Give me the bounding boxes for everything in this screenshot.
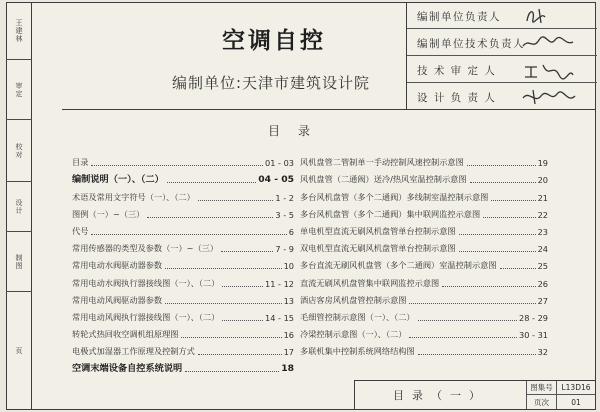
toc-entry-title: 空调末端设备自控系统说明 (72, 363, 183, 375)
toc-leader-dots (185, 371, 279, 372)
toc-entry-title: 单电机型直流无刷风机盘管单台控制示意图 (300, 225, 456, 236)
strip-cell-3 (6, 120, 32, 182)
toc-entry[interactable] (72, 271, 294, 288)
strip-cell-1 (6, 2, 32, 60)
resp-row-1 (407, 2, 597, 29)
toc-leader-dots (91, 165, 263, 166)
toc-entry[interactable] (72, 357, 294, 374)
toc-entry[interactable] (72, 185, 294, 202)
toc-entry-page: 32 (537, 347, 548, 358)
toc-entry-title: 毛细管控制示意图（一）、（二） (300, 311, 415, 322)
toc-entry[interactable] (300, 306, 548, 323)
toc-leader-dots (470, 182, 536, 183)
toc-entry-page: 14 - 15 (265, 312, 294, 323)
toc-entry-title: 电极式加湿器工作原理及控制方式 (72, 346, 195, 357)
toc-leader-dots (418, 354, 536, 355)
document-title: 空调自控 (222, 28, 326, 54)
toc-entry-title: 常用电动水阀驱动器参数 (72, 260, 163, 271)
toc-leader-dots (147, 217, 273, 218)
toc-entry-page: 30 - 31 (519, 330, 548, 341)
toc-entry-title: 冷梁控制示意图（一）、（二） (300, 329, 407, 340)
toc-entry-title: 多台风机盘管（多个二通阀）集中联网监控示意图 (300, 208, 481, 219)
toc-leader-dots (483, 217, 535, 218)
toc-entry-page: 11 - 12 (265, 278, 294, 289)
toc-entry-title: 多联机集中控制系统网络结构图 (300, 346, 415, 357)
toc-entry-title: 风机盘管（二通阀）送冷/热风室温控制示意图 (300, 174, 467, 185)
strip-label-5: 制图 (15, 253, 23, 270)
toc-entry-title: 双电机型直流无刷风机盘管单台控制示意图 (300, 243, 456, 254)
strip-label-2: 审定 (15, 81, 23, 98)
toc-entry-title: 目录 (72, 157, 89, 168)
atlas-number: L13D16 (557, 381, 595, 395)
toc-leader-dots (491, 200, 535, 201)
toc-leader-dots (165, 303, 282, 304)
toc-entry-page: 7 - 9 (275, 244, 294, 255)
toc-entry[interactable] (300, 203, 548, 220)
toc-entry-title: 编制说明（一）、（二） (72, 174, 164, 186)
toc-leader-dots (198, 354, 282, 355)
toc-entry-title: 常用电动水阀执行器接线图（一）、（二） (72, 277, 220, 288)
strip-label-4: 设计 (15, 198, 23, 215)
toc-entry[interactable] (300, 271, 548, 288)
toc-entry[interactable] (300, 168, 548, 185)
toc-entry-page: 16 (283, 330, 294, 341)
toc-entry[interactable] (72, 323, 294, 340)
toc-entry-title: 常用传感器的类型及参数（一）~（三） (72, 243, 219, 254)
toc-entry-page: 01 - 03 (265, 158, 294, 169)
signature-icon (519, 32, 579, 54)
toc-entry-title: 转轮式热回收空调机组原理图 (72, 329, 179, 340)
toc-entry[interactable] (300, 237, 548, 254)
toc-entry[interactable] (300, 340, 548, 357)
toc-leader-dots (500, 268, 536, 269)
toc-entry-page: 10 (283, 261, 294, 272)
atlas-label: 图集号 (527, 381, 557, 395)
toc-entry[interactable] (300, 151, 548, 168)
toc-entry-title: 术语及常用文字符号（一）、（二） (72, 191, 195, 202)
toc-leader-dots (459, 234, 536, 235)
strip-cell-5 (6, 232, 32, 292)
left-signature-strip (6, 2, 32, 410)
compiler-unit: 编制单位:天津市建筑设计院 (172, 74, 371, 92)
strip-label-1: 王建林 (15, 18, 23, 43)
toc-entry[interactable] (72, 306, 294, 323)
toc-entry-page: 21 (537, 192, 548, 203)
toc-entry-title: 常用电动风阀驱动器参数 (72, 294, 163, 305)
toc-entry[interactable] (300, 254, 548, 271)
resp-label-3: 技 术 审 定 人 (417, 65, 497, 77)
strip-cell-6 (6, 292, 32, 410)
resp-label-2: 编制单位技术负责人 (417, 38, 525, 50)
toc-entry[interactable] (72, 289, 294, 306)
toc-entry[interactable] (72, 237, 294, 254)
toc-entry-page: 19 (537, 158, 548, 169)
resp-row-4 (407, 83, 597, 110)
toc-entry-page: 25 (537, 261, 548, 272)
contents-left-column (72, 151, 294, 374)
toc-entry-title: 直流无刷风机盘管集中联网监控示意图 (300, 277, 440, 288)
toc-leader-dots (222, 286, 263, 287)
toc-entry-page: 28 - 29 (519, 312, 548, 323)
toc-entry[interactable] (300, 220, 548, 237)
strip-label-6: 页 (15, 347, 23, 355)
toc-entry-page: 6 (288, 226, 294, 237)
toc-entry[interactable] (300, 185, 548, 202)
toc-entry-page: 17 (283, 347, 294, 358)
toc-entry[interactable] (300, 323, 548, 340)
toc-leader-dots (221, 251, 273, 252)
toc-entry-title: 多台直流无刷风机盘管（多个二通阀）室温控制示意图 (300, 260, 497, 271)
toc-entry-title: 多台风机盘管（多个二通阀）多线制室温控制示意图 (300, 191, 489, 202)
toc-entry-page: 18 (281, 363, 294, 375)
toc-leader-dots (409, 337, 517, 338)
toc-entry[interactable] (72, 254, 294, 271)
toc-entry-page: 3 - 5 (275, 209, 294, 220)
toc-entry-title: 酒店客房风机盘管控制示意图 (300, 294, 407, 305)
resp-label-4: 设 计 负 责 人 (417, 92, 497, 104)
page-label: 页次 (527, 395, 557, 409)
toc-leader-dots (91, 234, 286, 235)
toc-entry-page: 23 (537, 226, 548, 237)
toc-entry[interactable] (72, 203, 294, 220)
toc-entry-title: 代号 (72, 225, 89, 236)
toc-entry-page: 04 - 05 (258, 174, 294, 186)
toc-entry[interactable] (72, 220, 294, 237)
toc-entry-page: 24 (537, 244, 548, 255)
toc-leader-dots (222, 320, 263, 321)
toc-entry-title: 图例（一）~（三） (72, 208, 145, 219)
footer-title: 目录（一） (355, 381, 527, 409)
toc-leader-dots (181, 337, 281, 338)
toc-entry-page: 27 (537, 295, 548, 306)
responsibility-table (406, 2, 596, 110)
toc-leader-dots (409, 303, 535, 304)
resp-row-3 (407, 56, 597, 83)
toc-leader-dots (165, 268, 282, 269)
toc-entry-page: 13 (283, 295, 294, 306)
toc-leader-dots (198, 200, 274, 201)
contents-right-column (300, 151, 548, 357)
toc-entry[interactable] (72, 340, 294, 357)
strip-cell-4 (6, 182, 32, 232)
toc-entry-page: 22 (537, 209, 548, 220)
toc-leader-dots (459, 251, 536, 252)
strip-label-3: 校对 (15, 142, 23, 159)
footer-block (354, 380, 596, 410)
contents-heading: 目录 (268, 124, 329, 138)
toc-entry-title: 风机盘管二管制单一手动控制风速控制示意图 (300, 157, 464, 168)
toc-entry-page: 1 - 2 (275, 192, 294, 203)
toc-entry-title: 常用电动风阀执行器接线图（一）、（二） (72, 311, 220, 322)
signature-icon (519, 86, 579, 108)
signature-icon (519, 5, 579, 27)
toc-entry[interactable] (300, 289, 548, 306)
resp-label-1: 编制单位负责人 (417, 11, 501, 23)
toc-leader-dots (167, 182, 256, 183)
toc-entry-page: 20 (537, 175, 548, 186)
toc-entry-page: 26 (537, 278, 548, 289)
toc-entry[interactable] (72, 168, 294, 185)
resp-row-2 (407, 29, 597, 56)
signature-icon (519, 59, 579, 81)
page-number: 01 (571, 397, 581, 407)
toc-leader-dots (467, 165, 536, 166)
toc-entry[interactable] (72, 151, 294, 168)
toc-leader-dots (442, 286, 535, 287)
strip-cell-2 (6, 60, 32, 120)
toc-leader-dots (418, 320, 517, 321)
